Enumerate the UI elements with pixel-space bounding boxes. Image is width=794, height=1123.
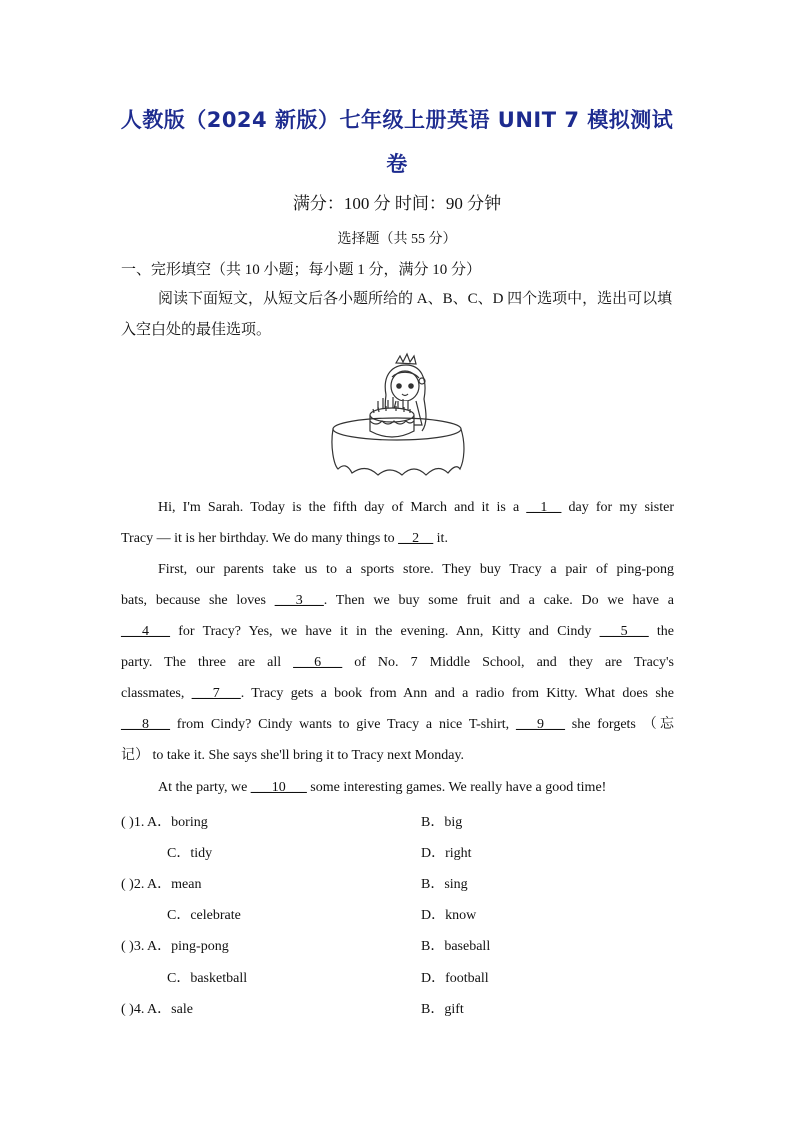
blank-2: __2__ xyxy=(398,531,434,546)
blank-1: __1__ xyxy=(526,500,562,515)
question-1-option-a: ( )1. A．boring xyxy=(121,815,208,830)
question-3-option-a: ( )3. A．ping-pong xyxy=(121,939,229,954)
blank-9: ___9___ xyxy=(515,717,565,732)
blank-10: ___10___ xyxy=(250,780,307,795)
blank-3: ___3___ xyxy=(274,593,324,608)
question-2-option-d: D．know xyxy=(421,908,477,923)
section-heading: 一、完形填空（共 10 小题；每小题 1 分，满分 10 分） xyxy=(121,262,482,278)
blank-7: ___7___ xyxy=(191,686,241,701)
part-heading: 选择题（共 55 分） xyxy=(337,232,457,247)
page-title: 人教版（2024 新版）七年级上册英语 UNIT 7 模拟测试 xyxy=(120,108,674,132)
passage-line-5: ___4___ for Tracy? Yes, we have it in the evening. Ann, Kitty and Cindy ___5___ the xyxy=(121,624,675,639)
passage-line-10: At the party, we ___10___ some interesting games. We really have a good time! xyxy=(158,780,607,795)
question-3-option-d: D．football xyxy=(421,971,489,986)
passage-line-2: Tracy — it is her birthday. We do many things to __2__ it. xyxy=(121,531,448,546)
passage-line-4: bats, because she loves ___3___. Then we buy some fruit and a cake. Do we have a xyxy=(121,593,674,608)
blank-5: ___5___ xyxy=(599,624,649,639)
question-4-option-b: B．gift xyxy=(421,1002,464,1017)
passage-line-8: ___8___ from Cindy? Cindy wants to give Tracy a nice T-shirt, ___9___ she forgets （忘 xyxy=(121,717,674,732)
blank-6: ___6___ xyxy=(293,655,343,670)
question-1-option-b: B．big xyxy=(421,815,463,830)
blank-8: ___8___ xyxy=(121,717,170,732)
passage-line-6: party. The three are all ___6___ of No. 7 Middle School, and they are Tracy's xyxy=(121,655,674,670)
question-4-option-a: ( )4. A．sale xyxy=(121,1002,193,1017)
question-3-option-c: C．basketball xyxy=(167,971,248,986)
question-2-option-b: B．sing xyxy=(421,877,468,892)
instruction-text: 阅读下面短文，从短文后各小题所给的 A、B、C、D 四个选项中，选出可以填入空白处的最佳选项。 xyxy=(121,291,673,338)
question-2-option-c: C．celebrate xyxy=(167,908,241,923)
passage-line-9: 记） to take it. She says she'll bring it to Tracy next Monday. xyxy=(121,748,465,763)
question-2-option-a: ( )2. A．mean xyxy=(121,877,202,892)
score-time-line: 满分：100 分 时间：90 分钟 xyxy=(292,194,502,213)
passage-line-3: First, our parents take us to a sports store. They buy Tracy a pair of ping-pong xyxy=(158,562,674,577)
birthday-girl-illustration xyxy=(326,351,468,485)
question-1-option-d: D．right xyxy=(421,846,472,861)
passage-line-7: classmates, ___7___. Tracy gets a book from Ann and a radio from Kitty. What does she xyxy=(121,686,674,701)
page-title-continued: 卷 xyxy=(386,152,408,176)
passage-line-1: Hi, I'm Sarah. Today is the fifth day of March and it is a __1__ day for my sister xyxy=(158,500,674,515)
question-1-option-c: C．tidy xyxy=(167,846,213,861)
question-3-option-b: B．baseball xyxy=(421,939,491,954)
blank-4: ___4___ xyxy=(121,624,170,639)
